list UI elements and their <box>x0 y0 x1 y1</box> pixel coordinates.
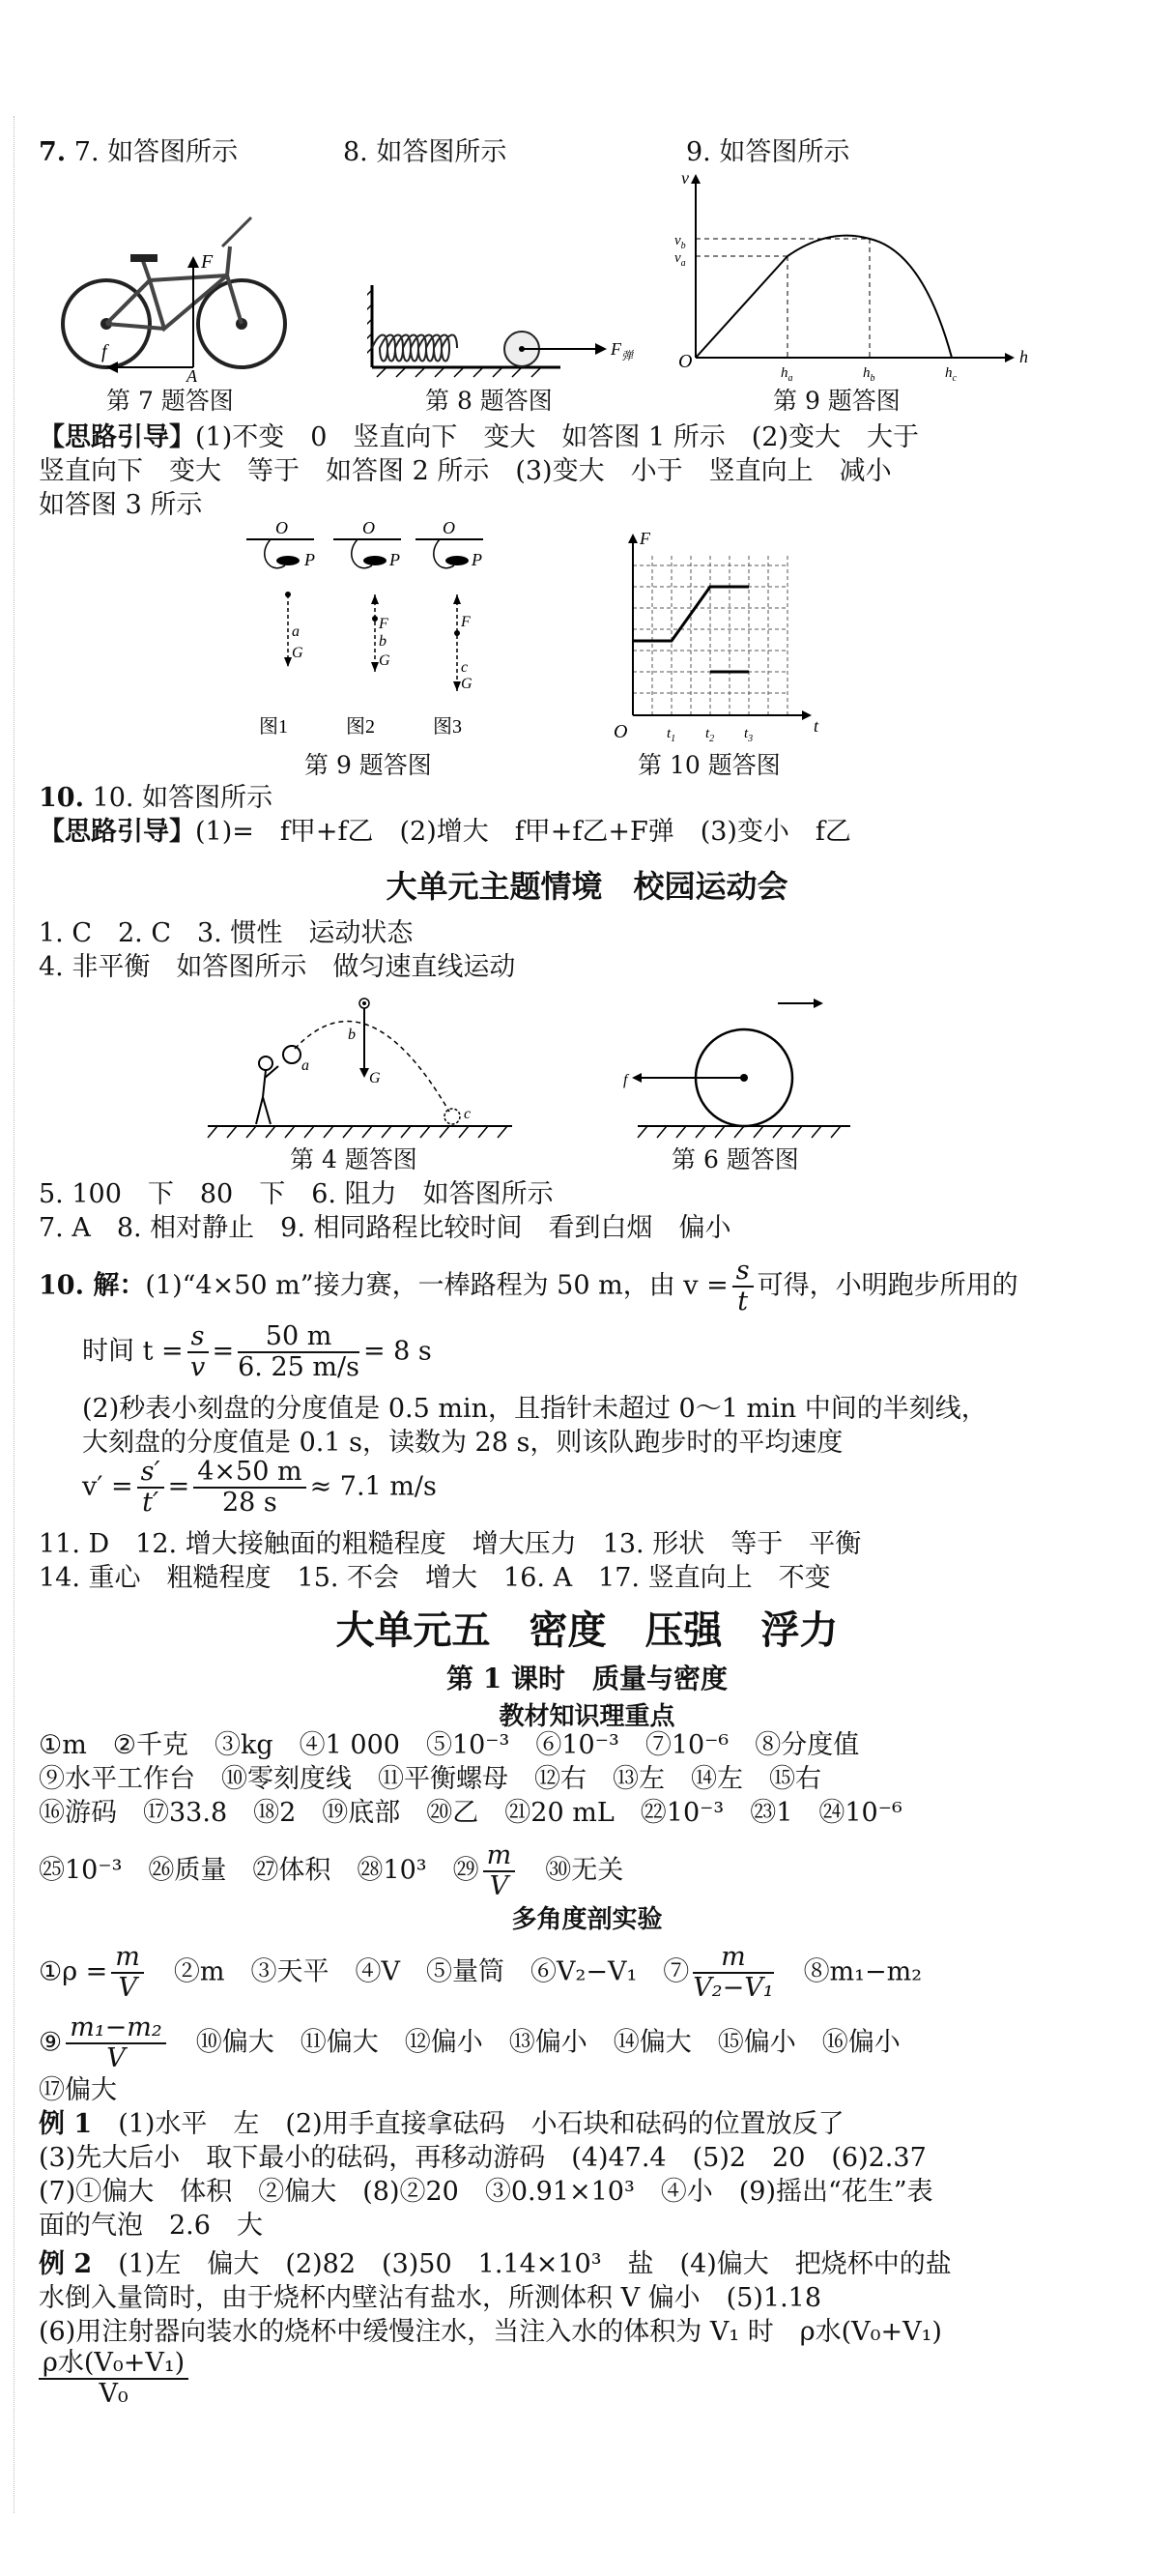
svg-text:P: P <box>304 550 315 569</box>
svg-text:a: a <box>301 1057 309 1074</box>
answers-line-1: 1. C 2. C 3. 惯性 运动状态 <box>39 918 414 948</box>
think-guide-1-line2: 竖直向下 变大 等于 如答图 2 所示 (3)变大 小于 竖直向上 减小 <box>39 456 892 486</box>
f-label: f <box>101 341 107 362</box>
svg-text:h: h <box>1019 347 1028 366</box>
think-guide-2: 【思路引导】(1)= f甲+f乙 (2)增大 f甲+f乙+F弹 (3)变小 f乙 <box>39 817 851 847</box>
answers-line-14: 14. 重心 粗糙程度 15. 不会 增大 16. A 17. 竖直向上 不变 <box>39 1563 831 1593</box>
svg-text:O: O <box>275 522 288 537</box>
lesson1-title: 第 1 课时 质量与密度 <box>446 1663 728 1694</box>
svg-text:t1: $t_1$ <box>667 726 676 744</box>
exp-line-3: ⑰偏大 <box>39 2075 117 2105</box>
example1-line1: 例 1 (1)水平 左 (2)用手直接拿砝码 小石块和砝码的位置放反了 <box>39 2109 845 2139</box>
svg-text:P: P <box>389 550 400 569</box>
spring-figure <box>367 275 647 382</box>
throw-figure <box>203 981 522 1145</box>
kp-line-2: ⑨水平工作台 ⑩零刻度线 ⑪平衡螺母 ⑫右 ⑬左 ⑭左 ⑮右 <box>39 1764 821 1794</box>
svg-text:b: b <box>348 1027 356 1043</box>
q9-label: 9. 如答图所示 <box>686 137 850 167</box>
svg-text:G: G <box>461 676 472 692</box>
example2-fraction: $\frac{\text{ρ水(V₀+V₁)}}{\text{V₀}}$ <box>39 2349 192 2409</box>
caption-q8: 第 8 题答图 <box>425 387 553 415</box>
svg-text:vb: $v_b$ <box>674 233 686 251</box>
svg-text:t: t <box>814 716 819 736</box>
vh-graph <box>667 169 1034 387</box>
pendulum-figures <box>232 522 522 744</box>
q10-label: 10. 10. 如答图所示 <box>39 783 273 813</box>
fig-label-2: 图2 <box>346 716 375 738</box>
svg-text:f: f <box>623 1072 628 1088</box>
svg-text:O: O <box>614 721 628 742</box>
think-guide-1-line3: 如答图 3 所示 <box>39 490 203 520</box>
svg-text:G: G <box>292 645 303 661</box>
caption-q10: 第 10 题答图 <box>638 751 781 779</box>
answers-line-5: 5. 100 下 80 下 6. 阻力 如答图所示 <box>39 1179 554 1209</box>
q7-label: 7. 7. 如答图所示 <box>39 137 239 167</box>
think-guide-1-line1: 【思路引导】(1)不变 0 竖直向下 变大 如答图 1 所示 (2)变大 大于 <box>39 422 920 452</box>
fig-label-1: 图1 <box>259 716 288 738</box>
bicycle-figure <box>58 208 300 382</box>
svg-text:O: O <box>362 522 375 537</box>
ft-graph <box>609 527 831 749</box>
caption-q7: 第 7 题答图 <box>106 387 234 415</box>
svg-text:t2: $t_2$ <box>705 726 715 744</box>
svg-text:va: $v_a$ <box>674 250 686 269</box>
example2-line3: (6)用注射器向装水的烧杯中缓慢注水，当注入水的体积为 V₁ 时 ρ水(V₀+V₁) <box>39 2317 942 2347</box>
svg-text:G: G <box>369 1070 381 1086</box>
example1-line3: (7)①偏大 体积 ②偏大 (8)②20 ③0.91×10³ ④小 (9)摇出“花生”表 <box>39 2177 933 2207</box>
exp-line-2: ⑨ $\frac{\text{m₁−m₂}}{V}$ ⑩偏大 ⑪偏大 ⑫偏小 ⑬偏小 ⑭偏大 ⑮偏小 ⑯偏小 <box>39 2012 901 2073</box>
answers-line-2: 4. 非平衡 如答图所示 做匀速直线运动 <box>39 952 516 982</box>
sol10-p2b: 大刻盘的分度值是 0.1 s，读数为 28 s，则该队跑步时的平均速度 <box>82 1428 844 1458</box>
svg-text:G: G <box>379 652 390 669</box>
svg-text:t3: $t_3$ <box>744 726 754 744</box>
knowledge-points-title: 教材知识理重点 <box>499 1702 675 1731</box>
svg-text:v: v <box>681 169 689 188</box>
svg-text:F: F <box>461 614 471 630</box>
kp-line-3: ⑯游码 ⑰33.8 ⑱2 ⑲底部 ⑳乙 ㉑20 mL ㉒10⁻³ ㉓1 ㉔10⁻⁶ <box>39 1798 902 1828</box>
wheel-figure <box>618 986 870 1141</box>
example1-line2: (3)先大后小 取下最小的砝码，再移动游码 (4)47.4 (5)2 20 (6)2.37 <box>39 2143 927 2173</box>
kp-line-1: ①m ②千克 ③kg ④1 000 ⑤10⁻³ ⑥10⁻³ ⑦10⁻⁶ ⑧分度值 <box>39 1730 860 1760</box>
svg-text:F弹: $F_弹$ <box>611 339 634 362</box>
svg-text:c: c <box>461 659 469 676</box>
answers-line-7: 7. A 8. 相对静止 9. 相同路程比较时间 看到白烟 偏小 <box>39 1213 731 1243</box>
caption-q6: 第 6 题答图 <box>672 1145 799 1173</box>
caption-q9: 第 9 题答图 <box>773 387 901 415</box>
example1-line4: 面的气泡 2.6 大 <box>39 2211 263 2241</box>
svg-text:F: F <box>379 616 388 632</box>
svg-text:b: b <box>379 633 387 650</box>
kp-line-4: ㉕10⁻³ ㉖质量 ㉗体积 ㉘10³ ㉙ $\frac{m}{V}$ ㉚无关 <box>39 1840 624 1901</box>
svg-text:F: F <box>640 529 650 548</box>
sol10-time: 时间 t = $\frac{s}{v}$ = $\frac{50 m}{6. 25 m/s}$ = 8 s <box>82 1321 432 1382</box>
example2-line1: 例 2 (1)左 偏大 (2)82 (3)50 1.14×10³ 盐 (4)偏大 把烧杯中的盐 <box>39 2249 952 2279</box>
sol10-avg-speed: v′ = $\frac{s'}{t'}$ = $\frac{4\times 50 m}{28 s}$ ≈ 7.1 m/s <box>82 1457 437 1518</box>
svg-text:A: A <box>186 366 197 382</box>
q8-label: 8. 如答图所示 <box>343 137 507 167</box>
caption-q9-b: 第 9 题答图 <box>304 751 432 779</box>
fig-label-3: 图3 <box>433 716 462 738</box>
svg-text:c: c <box>464 1106 472 1122</box>
experiment-title: 多角度剖实验 <box>511 1905 663 1934</box>
svg-text:hb: $h_b$ <box>863 365 875 384</box>
svg-text:ha: $h_a$ <box>781 365 793 384</box>
svg-text:O: O <box>443 522 455 537</box>
example2-line2: 水倒入量筒时，由于烧杯内壁沾有盐水，所测体积 V 偏小 (5)1.18 <box>39 2283 822 2313</box>
svg-text:P: P <box>472 550 482 569</box>
unit5-title: 大单元五 密度 压强 浮力 <box>335 1607 839 1653</box>
exp-line-1: ①ρ = $\frac{m}{V}$ ②m ③天平 ④V ⑤量筒 ⑥V₂−V₁ ⑦ $\frac{m}{\text{V₂−V₁}}$ ⑧m₁−m₂ <box>39 1942 923 2003</box>
sol10-line1: 10. 解：(1)“4×50 m”接力赛，一棒路程为 50 m，由 v = $\frac{s}{t}$ 可得，小明跑步所用的 <box>39 1256 1018 1317</box>
svg-text:hc: $h_c$ <box>945 365 957 384</box>
svg-text:O: O <box>678 351 693 372</box>
svg-text:a: a <box>292 623 300 640</box>
sol10-p2a: (2)秒表小刻盘的分度值是 0.5 min，且指针未超过 0～1 min 中间的半刻线， <box>82 1394 988 1424</box>
svg-text:F: F <box>201 251 214 273</box>
caption-q4: 第 4 题答图 <box>290 1145 417 1173</box>
unit-theme-title: 大单元主题情境 校园运动会 <box>386 868 788 905</box>
answers-line-11: 11. D 12. 增大接触面的粗糙程度 增大压力 13. 形状 等于 平衡 <box>39 1529 862 1559</box>
